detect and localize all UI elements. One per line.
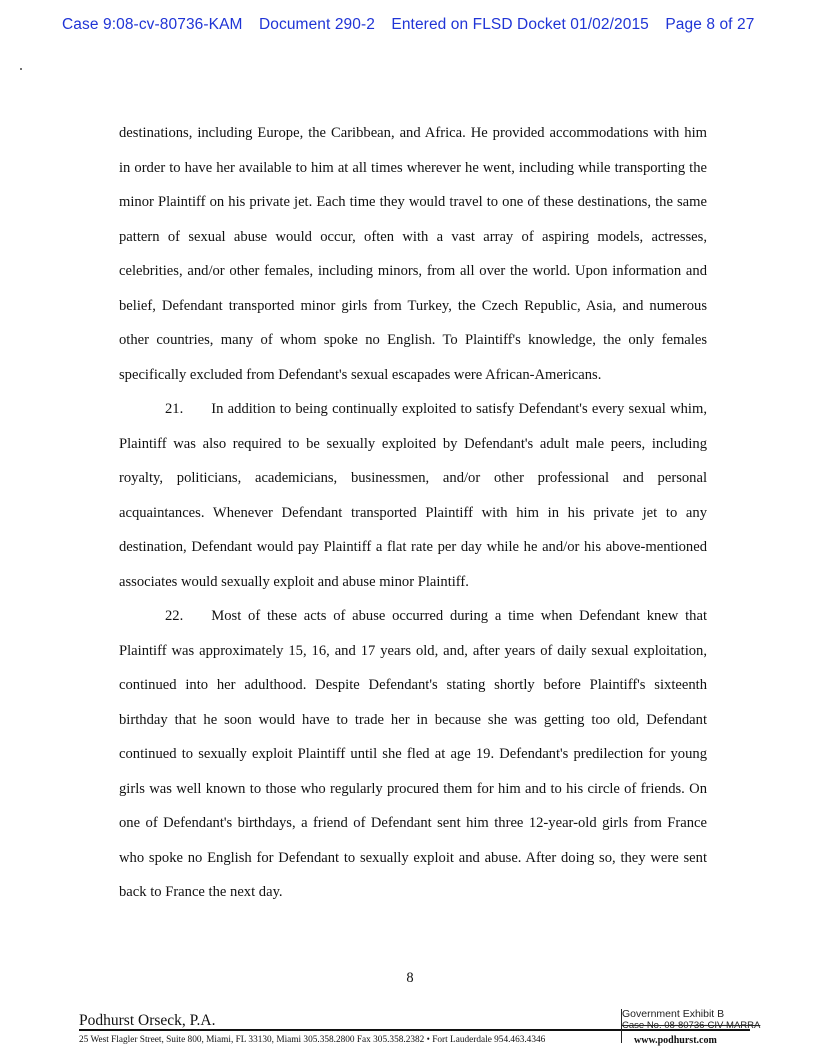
paragraph-number: 21.: [165, 401, 184, 417]
firm-address: 25 West Flagler Street, Suite 800, Miami, FL 33130, Miami 305.358.2800 Fax 305.358.2382 • Fort Lauderdale 954.463.4346: [79, 1035, 546, 1045]
scan-speck: [20, 68, 22, 70]
firm-website: www.podhurst.com: [634, 1035, 717, 1046]
case-number: Case 9:08-cv-80736-KAM: [62, 16, 243, 33]
case-header: [62, 16, 782, 34]
page-count: Page 8 of 27: [665, 16, 755, 33]
exhibit-case-number: Case No. 08-80736-CIV-MARRA: [622, 1020, 761, 1031]
paragraph-22: [119, 599, 707, 910]
page-number: 8: [406, 970, 414, 986]
document-number: Document 290-2: [258, 16, 375, 33]
paragraph-text: Most of these acts of abuse occurred during a time when Defendant knew that Plaintiff was approximately 15, 16, and 17 years old, and, after years of daily sexual exploitation, continued into her adulthood. Despite Defendant's stating shortly before Plaintiff's sixteenth birthday that he soon would have to trade her in because she was getting too old, Defendant continued to sexually exploit Plaintiff until she fled at age 19. Defendant's predilection for young girls was well known to those who regularly procured them for him and to his circle of friends. On one of Defendant's birthdays, a friend of Defendant sent him three 12-year-old girls from France who spoke no English for Defendant to sexually exploit and abuse. After doing so, they were sent back to France the next day.: [119, 608, 707, 900]
docket-entry: Entered on FLSD Docket 01/02/2015: [391, 16, 649, 33]
paragraph-number: 22.: [165, 608, 184, 624]
exhibit-stamp: [622, 1008, 761, 1031]
paragraph-continued: [119, 116, 707, 392]
paragraph-text: In addition to being continually exploited to satisfy Defendant's every sexual whim, Plaintiff was also required to be sexually exploited by Defendant's adult male peers, including royalty, politicians, academicians, businessmen, and/or other professional and personal acquaintances. Whenever Defendant transported Plaintiff with him in his private jet to any destination, Defendant would pay Plaintiff a flat rate per day while he and/or his above-mentioned associates would sexually exploit and abuse minor Plaintiff.: [119, 401, 707, 590]
paragraph-21: [119, 392, 707, 599]
firm-name: Podhurst Orseck, P.A.: [79, 1012, 216, 1029]
body-text: [119, 116, 707, 910]
exhibit-label: Government Exhibit B: [622, 1008, 725, 1020]
paragraph-text: destinations, including Europe, the Caribbean, and Africa. He provided accommodations with him in order to have her available to him at all times wherever he went, including while transporting the minor Plaintiff on his private jet. Each time they would travel to one of these destinations, the same pattern of sexual abuse would occur, often with a vast array of aspiring models, actresses, celebrities, and/or other females, including minors, from all over the world. Upon information and belief, Defendant transported minor girls from Turkey, the Czech Republic, Asia, and numerous other countries, many of whom spoke no English. To Plaintiff's knowledge, the only females specifically excluded from Defendant's sexual escapades were African-Americans.: [119, 125, 707, 383]
